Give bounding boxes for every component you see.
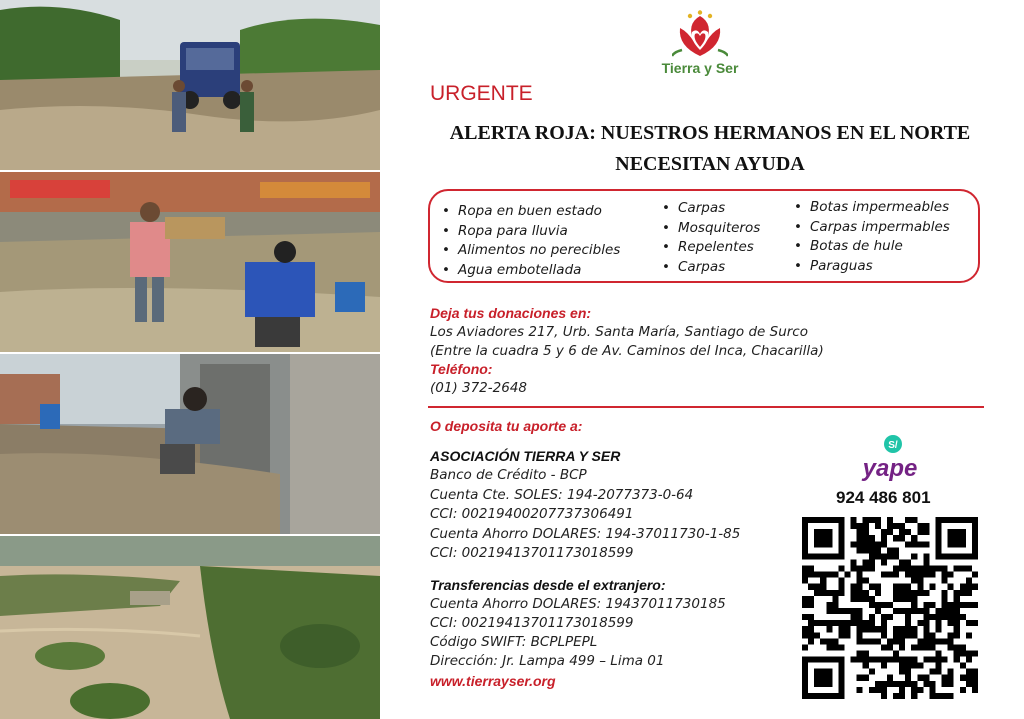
deposit-label: O deposita tu aporte a: bbox=[430, 418, 583, 434]
needs-item: • Botas de hule bbox=[794, 237, 950, 257]
phone-number: (01) 372-2648 bbox=[430, 380, 527, 396]
photo-flooded-market bbox=[0, 172, 380, 352]
needs-item: • Alimentos no perecibles bbox=[442, 241, 620, 261]
org-name: ASOCIACIÓN TIERRA Y SER bbox=[430, 448, 621, 464]
content-panel bbox=[380, 0, 1024, 719]
headline bbox=[420, 118, 1000, 180]
needs-column-2 bbox=[662, 199, 760, 277]
needs-list-box bbox=[428, 189, 980, 283]
account-dolares: Cuenta Ahorro DOLARES: 194-37011730-1-85 bbox=[430, 526, 741, 542]
brand-name: Tierra y Ser bbox=[661, 60, 739, 76]
qr-code[interactable] bbox=[802, 517, 978, 699]
yape-badge: S/ bbox=[888, 440, 898, 451]
headline-line-2: NECESITAN AYUDA bbox=[615, 153, 805, 175]
donations-reference: (Entre la cuadra 5 y 6 de Av. Caminos del Inca, Chacarilla) bbox=[430, 343, 824, 359]
photo-flooded-road bbox=[0, 0, 380, 170]
brand-logo bbox=[655, 10, 745, 76]
lotus-heart-icon bbox=[672, 10, 728, 58]
urgent-label: URGENTE bbox=[430, 82, 533, 105]
needs-item: • Mosquiteros bbox=[662, 219, 760, 239]
foreign-transfer-label: Transferencias desde el extranjero: bbox=[430, 577, 666, 593]
needs-item: • Agua embotellada bbox=[442, 261, 620, 281]
needs-item: • Carpas bbox=[662, 199, 760, 219]
website-link[interactable]: www.tierrayser.org bbox=[430, 673, 556, 689]
photo-column bbox=[0, 0, 380, 719]
needs-column-1 bbox=[442, 202, 620, 280]
phone-label: Teléfono: bbox=[430, 361, 493, 377]
donations-address: Los Aviadores 217, Urb. Santa María, Santiago de Surco bbox=[430, 324, 808, 340]
yape-phone-number: 924 486 801 bbox=[836, 488, 931, 507]
needs-item: • Ropa para lluvia bbox=[442, 222, 620, 242]
yape-logo bbox=[850, 434, 930, 488]
needs-item: • Repelentes bbox=[662, 238, 760, 258]
headline-line-1: ALERTA ROJA: NUESTROS HERMANOS EN EL NORTE bbox=[449, 122, 971, 144]
cci-soles: CCI: 00219400207737306491 bbox=[430, 506, 634, 522]
section-divider bbox=[428, 406, 984, 408]
account-soles: Cuenta Cte. SOLES: 194-2077373-0-64 bbox=[430, 487, 694, 503]
photo-flooded-fields bbox=[0, 536, 380, 719]
needs-column-3 bbox=[794, 198, 950, 276]
needs-item: • Carpas impermables bbox=[794, 218, 950, 238]
bank-name: Banco de Crédito - BCP bbox=[430, 467, 587, 483]
swift-code: Código SWIFT: BCPLPEPL bbox=[430, 634, 598, 650]
foreign-account: Cuenta Ahorro DOLARES: 19437011730185 bbox=[430, 596, 726, 612]
cci-dolares: CCI: 00219413701173018599 bbox=[430, 545, 634, 561]
photo-flooded-house bbox=[0, 354, 380, 534]
office-address: Dirección: Jr. Lampa 499 – Lima 01 bbox=[430, 653, 665, 669]
needs-item: • Ropa en buen estado bbox=[442, 202, 620, 222]
donations-label: Deja tus donaciones en: bbox=[430, 305, 592, 321]
yape-brand: yape bbox=[862, 455, 918, 482]
needs-item: • Paraguas bbox=[794, 257, 950, 277]
foreign-cci: CCI: 00219413701173018599 bbox=[430, 615, 634, 631]
needs-item: • Botas impermeables bbox=[794, 198, 950, 218]
needs-item: • Carpas bbox=[662, 258, 760, 278]
